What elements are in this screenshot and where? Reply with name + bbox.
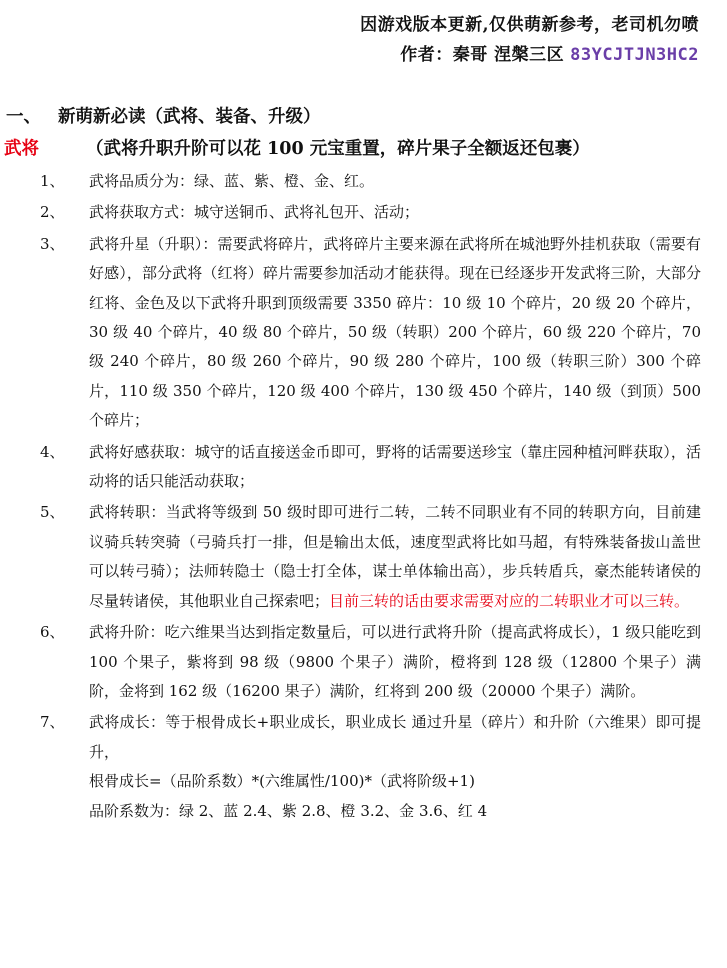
item-highlight-text: 目前三转的话由要求需要对应的二转职业才可以三转。: [329, 591, 690, 610]
section-heading: [6, 103, 321, 128]
list-item: [0, 438, 727, 497]
list-item: [0, 708, 727, 826]
section-number: 一、: [6, 107, 41, 127]
item-text: 武将成长：等于根骨成长+职业成长，职业成长 通过升星（碎片）和升阶（六维果）即可提升，: [89, 713, 701, 761]
list-item: [0, 230, 727, 436]
item-number: 2、: [40, 203, 65, 222]
growth-formula: 根骨成长=（品阶系数）*(六维属性/100)*（武将阶级+1): [89, 772, 475, 791]
list-item: [0, 618, 727, 706]
item-number: 1、: [40, 172, 65, 190]
item-number: 7、: [40, 713, 65, 732]
item-list: [0, 167, 727, 828]
grade-coefficients: 品阶系数为：绿 2、蓝 2.4、紫 2.8、橙 3.2、金 3.6、红 4: [89, 801, 488, 820]
author-line: 作者：秦哥 涅槃三区: [400, 45, 565, 65]
item-text: 武将升星（升职）：需要武将碎片，武将碎片主要来源在武将所在城池野外挂机获取（需要有好感），部分武将（红将）碎片需要参加活动才能获得。现在已经逐步开发武将三阶，大部分红将、金色及以下武将升职到顶级需要 3350 碎片：10 级 10 个碎片，20 级 20 个碎片，30 级 40 个碎片，40 级 80 个碎片，50 级（转职）200 个碎片，60 级 220 个碎片，70 级 240 个碎片，80 级 260 个碎片，90 级 280 个碎片，100 级（转职三阶）300 个碎片，110 级 350 个碎片，120 级 400 个碎片，130 级 450 个碎片，140 级（到顶）500 个碎片；: [89, 234, 701, 430]
item-text: 武将转职：当武将等级到 50 级时即可进行二转，二转不同职业有不同的转职方向，目前建议骑兵转突骑（弓骑兵打一排，但是输出太低，速度型武将比如马超，有特殊装备拔山盖世可以转弓骑）；法师转隐士（隐士打全体，谋士单体输出高），步兵转盾兵，豪杰能转诸侯的尽量转诸侯，其他职业自己探索吧；: [89, 503, 701, 610]
item-number: 5、: [40, 503, 65, 522]
section-title: 新萌新必读（武将、装备、升级）: [58, 107, 321, 127]
item-number: 6、: [40, 623, 65, 642]
sub-heading-note: （武将升职升阶可以花 100 元宝重置，碎片果子全额返还包裹）: [86, 139, 590, 159]
author-code: 83YCJTJN3HC2: [570, 45, 699, 65]
item-text: 武将升阶：吃六维果当达到指定数量后，可以进行武将升阶（提高武将成长），1 级只能吃到 100 个果子，紫将到 98 级（9800 个果子）满阶，橙将到 128 级（12800 个果子）满阶，金将到 162 级（16200 果子）满阶，红将到 200 级（20000 个果子）满阶。: [89, 623, 701, 700]
sub-heading: [4, 135, 590, 160]
item-text: 武将品质分为：绿、蓝、紫、橙、金、红。: [89, 172, 375, 190]
list-item: [0, 167, 727, 196]
item-text: 武将获取方式：城守送铜币、武将礼包开、活动；: [89, 203, 420, 222]
item-text: 武将好感获取：城守的话直接送金币即可，野将的话需要送珍宝（靠庄园种植河畔获取），活动将的话只能活动获取；: [89, 442, 701, 491]
item-number: 4、: [40, 442, 65, 461]
list-item: [0, 498, 727, 616]
item-number: 3、: [40, 234, 65, 253]
header-author: [400, 40, 699, 65]
header-disclaimer: 因游戏版本更新,仅供萌新参考，老司机勿喷: [360, 15, 699, 35]
sub-heading-label: 武将: [4, 139, 39, 159]
list-item: [0, 198, 727, 227]
